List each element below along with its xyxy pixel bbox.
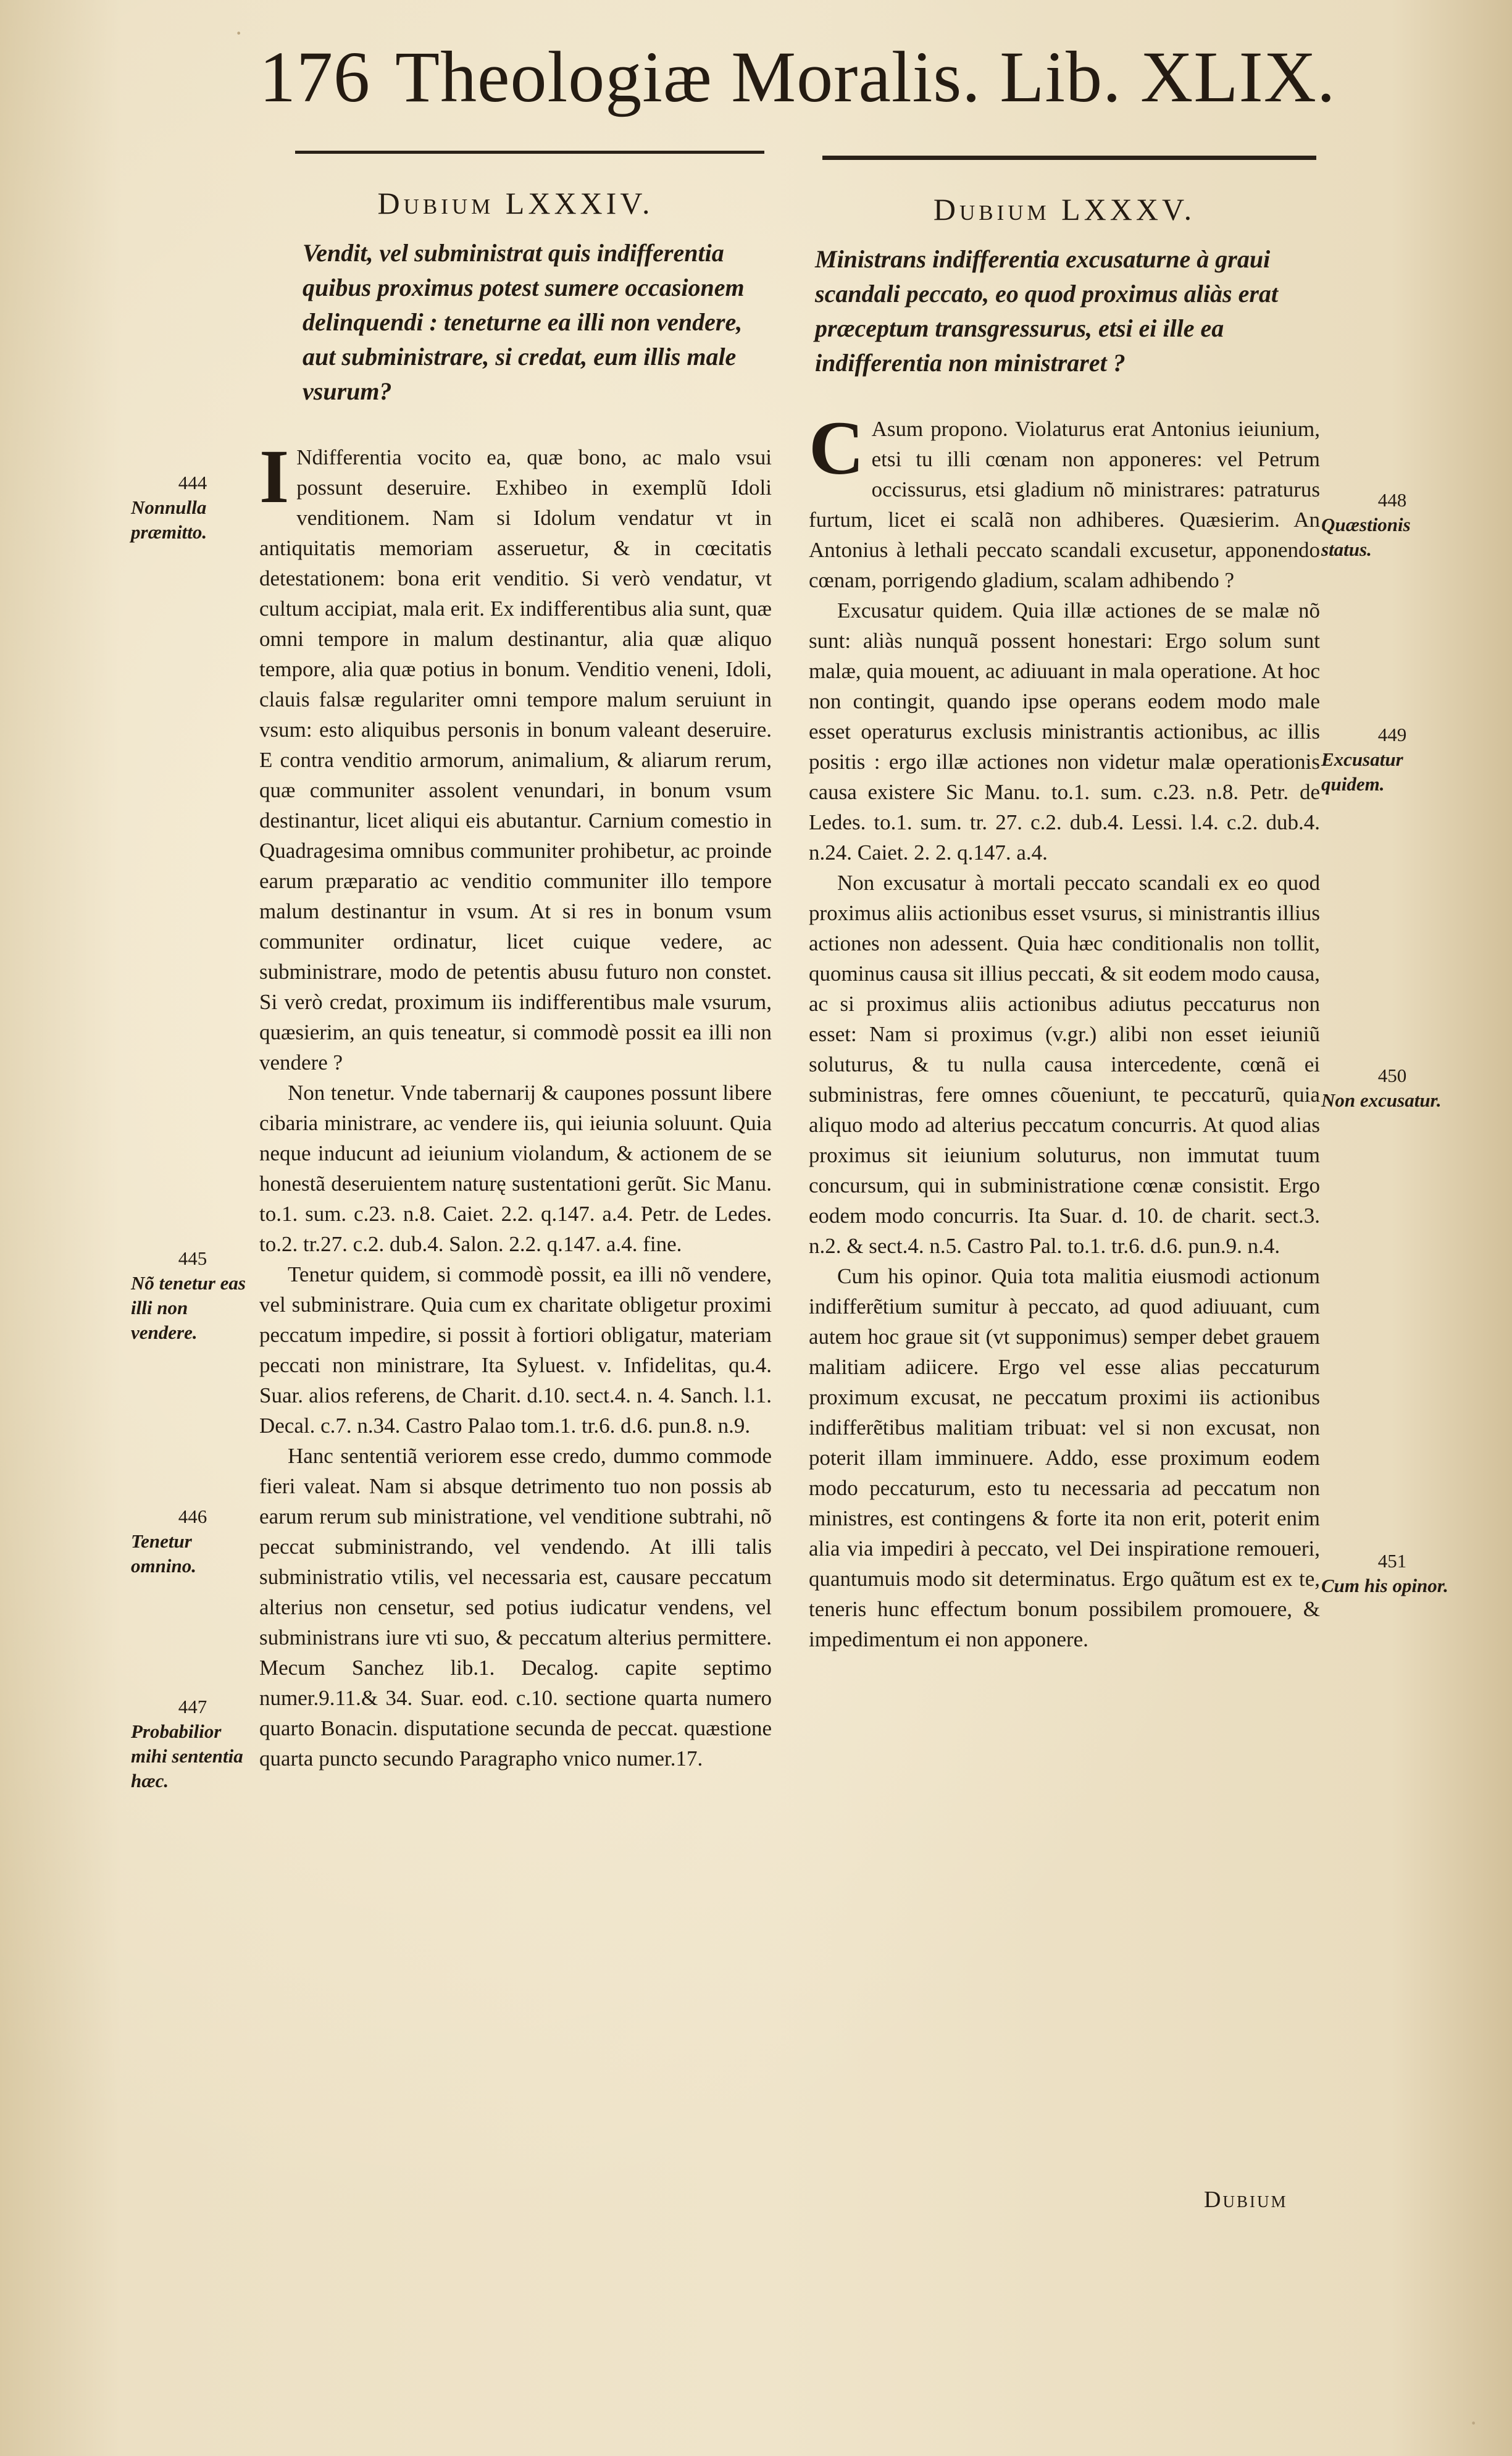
- margin-note-450: 450 Non excusatur.: [1321, 1065, 1442, 1111]
- margin-note-444: 444 Nonnulla præmitto.: [131, 472, 207, 543]
- rule-right: [822, 156, 1316, 160]
- running-title: Theologiæ Moralis. Lib. XLIX.: [395, 36, 1336, 117]
- question-right: Ministrans indifferentia excusaturne à graui scandali peccato, eo quod proximus aliàs erat præceptum transgressurus, etsi ei ille ea indifferentia non ministraret ?: [815, 245, 1278, 377]
- paragraph-449: Excusatur quidem. Quia illæ actiones de se malæ nõ sunt: aliàs nunquã possent honestari: Ergo solum sunt malæ, quia mouent, ac adiuuant in mala operatione. At hoc non contingit, quando ipse operans eodem modo male esset operaturus exclusis ministrantis actionibus, ac illis positis : ergo illæ actiones non videtur malæ operationis causa existere Sic Manu. to.1. sum. c.23. n.8. Petr. de Ledes. to.1. sum. tr. 27. c.2. dub.4. Lessi. l.4. c.2. dub.4. n.24. Caiet. 2. 2. q.147. a.4.: [809, 598, 1320, 865]
- ink-speck: ·: [1469, 2409, 1478, 2437]
- paragraph-445: Non tenetur. Vnde tabernarij & caupones possunt libere cibaria ministrare, ac vendere iis, qui ieiunia soluunt. Quia neque inducunt ad ieiunium violandum, & actionem de se honestã deseruientem naturę sustentationi gerũt. Sic Manu. to.1. sum. c.23. n.8. Caiet. 2.2. q.147. a.4. Petr. de Ledes. to.2. tr.27. c.2. dub.4. Salon. 2.2. q.147. a.4. fine.: [259, 1081, 772, 1256]
- margin-note-446: 446 Tenetur omnino.: [131, 1506, 207, 1577]
- paragraph-451: Cum his opinor. Quia tota malitia eiusmodi actionum indifferẽtium sumitur à peccato, ad quod adiuuant, cum autem hoc graue sit (vt supponimus) semper debet grauem malitiam adiicere. Ergo vel esse alias peccaturum proximum excusat, ne peccatum proximi iis actionibus indifferẽtibus malitiam tribuat: vel si non excusat, non poterit illam imminuere. Addo, esse proximum eodem modo peccaturum, esto tu necessaria ad peccatum non ministres, est contingens & forte ita non erit, poterit enim alia via impediri à peccato, vel Dei inspiratione remoueri, quantumuis modo sit determinatus. Ergo quãtum est ex te, teneris hunc effectum bonum possibilem promouere, & impedimentum ei non apponere.: [809, 1264, 1320, 1651]
- margin-note-449: 449 Excusatur quidem.: [1321, 724, 1407, 795]
- running-head: [259, 36, 1336, 117]
- paragraph-450: Non excusatur à mortali peccato scandali ex eo quod proximus aliis actionibus esset vsurus, si ministrantis illius actiones non adessent. Quia hæc conditionalis non tollit, quominus causa sit illius peccati, & sit eodem modo causa, ac si proximus aliis actionibus adiutus peccaturus non esset: Nam si proximus (v.gr.) alibi non esset ieiuniũ soluturus, & tu nulla causa intercedente, cœnã ei subministras, fere omnes cõueniunt, te peccaturũ, quia aliquo modo ad alterius peccatum concurris. At quod alias proximus sit ieiunium soluturus, non immutat tuum concursum, qui in subministratione cœnæ consistit. Ergo eodem modo concurris. Ita Suar. d. 10. de charit. sect.3. n.2. & sect.4. n.5. Castro Pal. to.1. tr.6. d.6. pun.9. n.4.: [809, 871, 1320, 1258]
- drop-cap: C: [809, 406, 864, 490]
- paragraph-444: I Ndifferentia vocito ea, quæ bono, ac malo vsui possunt deseruire. Exhibeo in exemplũ Idoli venditionem. Nam si Idolum vendatur vt in antiquitatis memoriam asseruetur, & in cœcitatis detestationem: bona erit venditio. Si verò vendatur, vt cultum accipiat, mala erit. Ex indifferentibus alia sunt, quæ omni tempore in malum destinantur, alia quæ aliquo tempore, alia quæ potius in bonum. Venditio veneni, Idoli, clauis falsæ regulariter omni tempore malum seruiunt in vsum: esto aliquibus personis in bonum valeant deseruire. E contra venditio armorum, animalium, & aliarum rerum, quæ communiter assolent venundari, in bonum vsum destinantur, licet aliqui eis abutantur. Carnium comestio in Quadragesima omnibus communiter prohibetur, ac proinde earum præparatio ac venditio communiter illo tempore malum destinantur in vsum. At si res in bonum vsum communiter ordinatur, licet cuique vedere, ac subministrare, modo de petentis abusu futuro non constet. Si verò credat, proximum iis indifferentibus male vsurum, quæsierim, an quis teneatur, si commodè possit ea illi non vendere ?: [259, 434, 772, 1075]
- margin-note-448: 448 Quæstionis status.: [1321, 489, 1411, 560]
- rule-left: [295, 151, 764, 154]
- paragraph-448: C Asum propono. Violaturus erat Antonius ieiunium, etsi tu illi cœnam non apponeres: vel Petrum occissurus, etsi gladium nõ ministrares: patraturus furtum, licet ei scalã non adhiberes. Quæsierim. An Antonius à lethali peccato scandali excusetur, apponendo cœnam, porrigendo gladium, scalam adhibendo ?: [809, 406, 1320, 592]
- right-column: [809, 191, 1320, 1654]
- ink-speck: ·: [235, 19, 243, 47]
- dubium-heading-right: Dubium LXXXV.: [933, 192, 1196, 227]
- drop-cap: I: [259, 434, 290, 519]
- dubium-heading-left: Dubium LXXXIV.: [377, 186, 654, 220]
- paragraph-447: Hanc sententiã veriorem esse credo, dummo commode fieri valeat. Nam si absque detrimento tuo non possis ab earum rerum sub ministratione, vel venditione subtrahi, nõ peccat subministrando, vel vendendo. At illi talis subministratio vtilis, vel necessaria est, causare peccatum alterius non censetur, sed potius iudicatur vendens, vel subministrans iure vti suo, & peccatum alterius permittere. Mecum Sanchez lib.1. Decalog. capite septimo numer.9.11.& 34. Suar. eod. c.10. sectione quarta numero quarto Bonacin. disputatione secunda de peccat. quæstione quarta puncto secundo Paragrapho vnico numer.17.: [259, 1444, 772, 1771]
- margin-note-447: 447 Probabilior mihi sententia hæc.: [131, 1696, 243, 1792]
- margin-note-451: 451 Cum his opinor.: [1321, 1550, 1448, 1596]
- margin-note-445: 445 Nõ tenetur eas illi non vendere.: [131, 1247, 246, 1343]
- catchword: Dubium: [1204, 2187, 1288, 2213]
- page-number: 176: [259, 36, 370, 117]
- question-left: Vendit, vel subministrat quis indifferentia quibus proximus potest sumere occasionem delinquendi : teneturne ea illi non vendere, aut subministrare, si credat, eum illis male vsurum?: [303, 239, 745, 405]
- paragraph-446: Tenetur quidem, si commodè possit, ea illi nõ vendere, vel subministrare. Quia cum ex charitate obligetur proximi peccatum impedire, si possit à fortiori obligatur, materiam peccati non ministrare, Ita Syluest. v. Infidelitas, qu.4. Suar. alios referens, de Charit. d.10. sect.4. n. 4. Sanch. l.1. Decal. c.7. n.34. Castro Palao tom.1. tr.6. d.6. pun.8. n.9.: [259, 1262, 772, 1438]
- left-column: [259, 185, 772, 1774]
